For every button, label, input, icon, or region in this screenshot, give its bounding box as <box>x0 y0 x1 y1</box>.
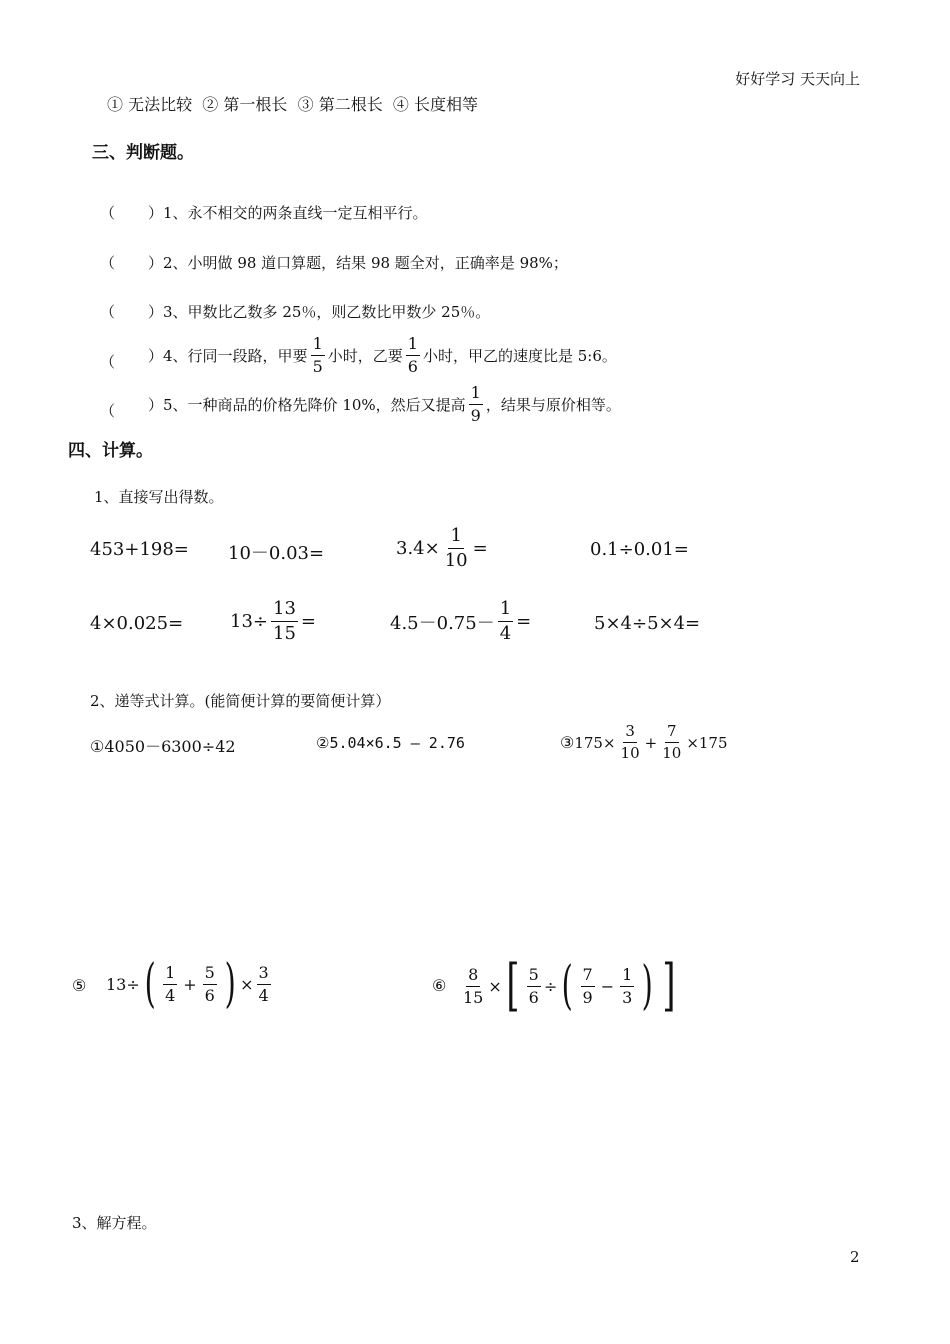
fraction: $\frac{8}{15}$ <box>463 964 484 1007</box>
fraction: $\frac{1}{3}$ <box>622 964 633 1007</box>
fraction: $\frac{7}{9}$ <box>582 964 593 1007</box>
calc-1c: 3.4× $\frac{1}{10}$ = <box>396 525 488 571</box>
option-1-mark: ① <box>107 95 124 114</box>
problem-5: 13÷ ( $\frac{1}{4}$ + $\frac{5}{6}$ ) × $\frac{3}{4}$ <box>106 954 269 1014</box>
fraction: $\frac{13}{15}$ <box>273 598 296 644</box>
problem-2: ②5.04×6.5 – 2.76 <box>316 734 465 752</box>
fraction: $\frac{1}{10}$ <box>444 525 468 571</box>
problem-3: ③ 175× $\frac{3}{10}$ + $\frac{7}{10}$ ×175 <box>560 722 728 762</box>
problem-6: $\frac{8}{15}$ × [ $\frac{5}{6}$ ÷ ( $\frac{7}{9}$ − $\frac{1}{3}$ ) ] <box>463 953 676 1018</box>
fraction: $\frac{1}{4}$ <box>499 598 512 644</box>
calc-1d: 0.1÷0.01= <box>590 539 689 560</box>
fraction: $\frac{1}{9}$ <box>470 383 481 425</box>
judge-paren-1: （ <box>100 204 116 222</box>
fraction: $\frac{5}{6}$ <box>204 962 215 1005</box>
page-number: 2 <box>850 1248 860 1266</box>
sub-question-3: 3、解方程。 <box>72 1214 157 1232</box>
options-line <box>107 92 478 115</box>
problem-6-mark: ⑥ <box>432 976 447 995</box>
problem-5-mark: ⑤ <box>72 976 87 995</box>
judge-item-5: ） 5、一种商品的价格先降价 10%，然后又提高 $\frac{1}{9}$ ，结果与原价相等。 <box>148 383 621 425</box>
section-3-title: 三、判断题。 <box>92 143 194 163</box>
fraction: $\frac{1}{6}$ <box>407 334 418 376</box>
option-3: 第二根长 <box>318 95 383 114</box>
problem-1: ①4050－6300÷42 <box>90 737 236 756</box>
judge-item-2: ）2、小明做 98 道口算题，结果 98 题全对，正确率是 98%； <box>148 254 568 272</box>
fraction: $\frac{3}{4}$ <box>258 962 269 1005</box>
header-motto: 好好学习 天天向上 <box>735 70 860 88</box>
judge-item-3: ）3、甲数比乙数多 25％，则乙数比甲数少 25％。 <box>148 303 491 321</box>
sub-question-2: 2、递等式计算。(能简便计算的要简便计算） <box>90 692 391 710</box>
option-2: 第一根长 <box>223 95 288 114</box>
option-1: 无法比较 <box>128 95 193 114</box>
judge-paren-4: （ <box>100 353 116 371</box>
fraction: $\frac{5}{6}$ <box>528 964 539 1007</box>
section-4-title: 四、计算。 <box>68 441 153 461</box>
judge-item-1: ）1、永不相交的两条直线一定互相平行。 <box>148 204 428 222</box>
calc-2c: 4.5－0.75－ $\frac{1}{4}$ = <box>390 598 532 644</box>
option-2-mark: ② <box>202 95 219 114</box>
calc-2b: 13÷ $\frac{13}{15}$ = <box>230 598 316 644</box>
option-4-mark: ④ <box>392 95 409 114</box>
judge-paren-3: （ <box>100 303 116 321</box>
calc-2d: 5×4÷5×4= <box>594 613 701 634</box>
fraction: $\frac{1}{4}$ <box>165 962 176 1005</box>
calc-1b: 10－0.03= <box>228 543 325 564</box>
calc-1a: 453+198= <box>90 539 189 560</box>
judge-paren-2: （ <box>100 254 116 272</box>
sub-question-1: 1、直接写出得数。 <box>94 488 224 506</box>
fraction: $\frac{3}{10}$ <box>620 722 640 762</box>
fraction: $\frac{7}{10}$ <box>662 722 682 762</box>
option-3-mark: ③ <box>297 95 314 114</box>
judge-paren-5: （ <box>100 402 116 420</box>
fraction: $\frac{1}{5}$ <box>312 334 323 376</box>
option-4: 长度相等 <box>414 95 479 114</box>
calc-2a: 4×0.025= <box>90 613 184 634</box>
judge-item-4: ） 4、行同一段路，甲要 $\frac{1}{5}$ 小时，乙要 $\frac{1}{6}$ 小时，甲乙的速度比是 5:6。 <box>148 334 617 376</box>
